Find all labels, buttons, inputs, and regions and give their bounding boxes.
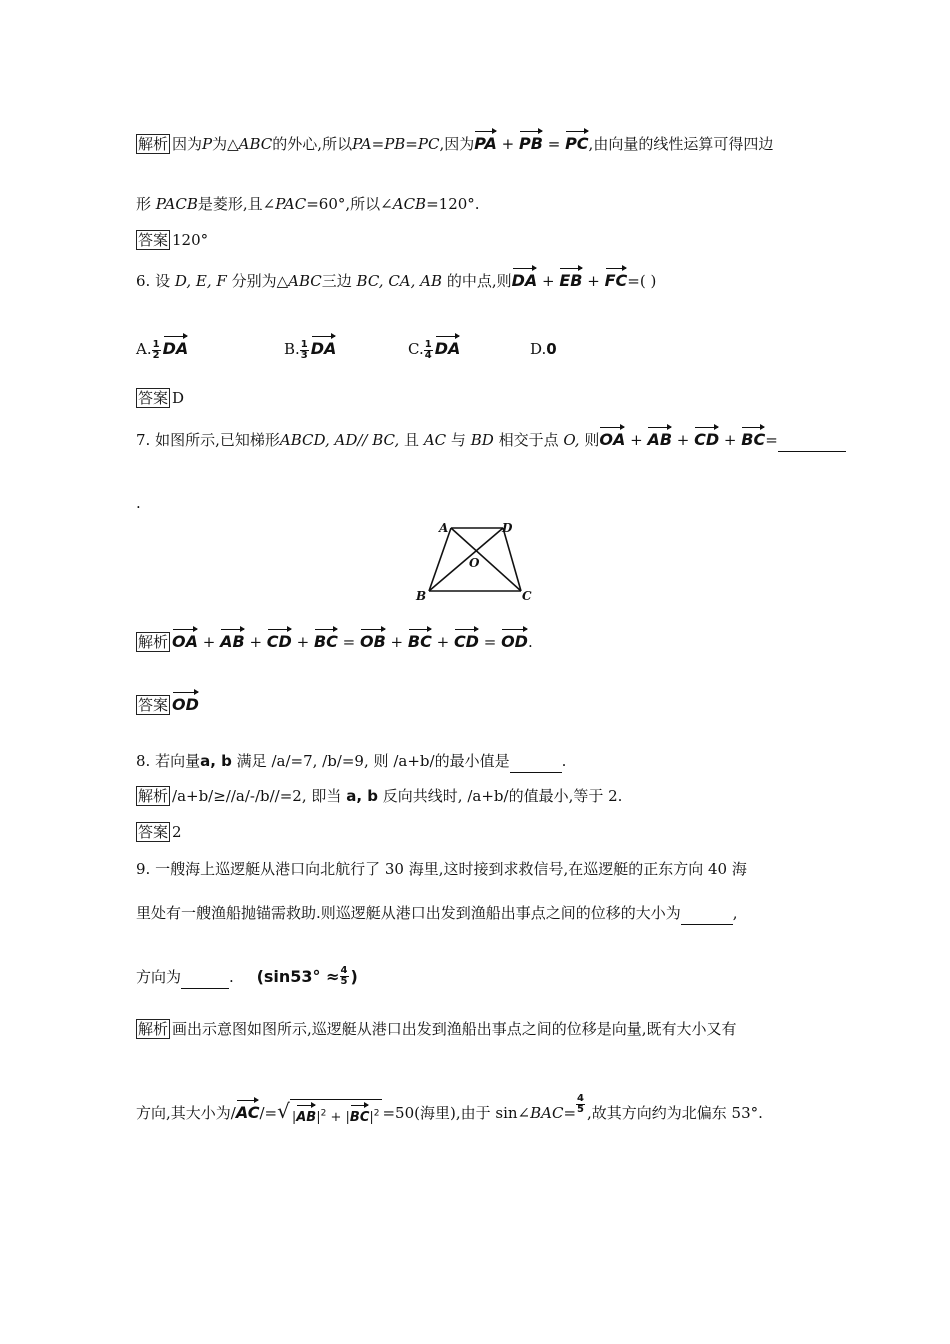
diagonal-ac [451, 528, 521, 591]
vector-da: DA [512, 266, 538, 292]
q8-analysis: 解析 /a+b/≥//a/-/b//=2, 即当 a, b 反向共线时, /a+b/的值最小,等于 2. [138, 787, 623, 805]
answer-blank [778, 429, 846, 452]
p5-analysis-line2: 形 PACB是菱形,且∠PAC=60°,所以∠ACB=120°. [136, 195, 480, 213]
q6-stem: 6. 设 D, E, F 分别为△ABC三边 BC, CA, AB 的中点,则DA + EB + FC=( ) [136, 266, 656, 292]
vector-pb: PB [519, 129, 543, 155]
vector-fc: FC [605, 266, 628, 292]
p5-analysis-line1: 解析 因为P为△ABC的外心,所以PA=PB=PC,因为PA + PB = PC,由向量的线性运算可得四边 [136, 129, 773, 155]
sqrt-expression: $|AB|^2 + |BC|^2$ [290, 1099, 383, 1128]
q9-line1: 9. 一艘海上巡逻艇从港口向北航行了 30 海里,这时接到求救信号,在巡逻艇的正东方向 40 海 [136, 860, 747, 878]
answer-tag: 答案 [138, 231, 169, 249]
analysis-tag: 解析 [138, 135, 169, 153]
p5-answer: 答案 120° [138, 231, 209, 249]
option-d: D.0 [530, 340, 557, 358]
q9-analysis-line1: 解析 画出示意图如图所示,巡逻艇从港口出发到渔船出事点之间的位移是向量,既有大小又有 [138, 1020, 737, 1038]
vector-pc: PC [565, 129, 588, 155]
q7-stem: 7. 如图所示,已知梯形ABCD, AD// BC, 且 AC 与 BD 相交于点 O, 则OA + AB + CD + BC= [136, 425, 846, 452]
option-a: A. $\frac{1}{2}$ DA [136, 334, 188, 361]
q7-analysis: 解析 OA + AB + CD + BC = OB + BC + CD = OD. [136, 627, 533, 653]
q7-dot: . [136, 494, 141, 512]
edge-dc [503, 528, 521, 591]
label-c: C [522, 589, 532, 603]
q9-line2: 里处有一艘渔船抛锚需救助.则巡逻艇从港口出发到渔船出事点之间的位移的大小为 , [136, 902, 738, 925]
label-a: A [439, 521, 449, 535]
vector-pa: PA [474, 129, 497, 155]
vector-eb: EB [559, 266, 582, 292]
q6-options [136, 334, 736, 364]
q7-answer: 答案 OD [136, 690, 199, 716]
label-d: D [502, 521, 513, 535]
q8-answer: 答案 2 [138, 823, 182, 841]
q6-answer: 答案 D [138, 389, 185, 407]
option-c: C. $\frac{1}{4}$ DA [408, 334, 460, 361]
option-b: B. $\frac{1}{3}$ DA [284, 334, 336, 361]
q8-stem: 8. 若向量a, b 满足 /a/=7, /b/=9, 则 /a+b/的最小值是 . [136, 750, 566, 773]
label-b: B [416, 589, 427, 603]
trapezoid-figure [412, 518, 542, 606]
q9-line3: 方向为 . (sin53° ≈ $\frac{4}{5}$ ) [136, 965, 358, 987]
q9-analysis-line2: 方向,其大小为/AC/=√ $|AB|^2 + |BC|^2 =50$(海里),由于 sin∠BAC= $\frac{4}{5}$ ,故其方向约为北偏东 53°. [136, 1094, 763, 1129]
label-o: O [469, 556, 480, 570]
